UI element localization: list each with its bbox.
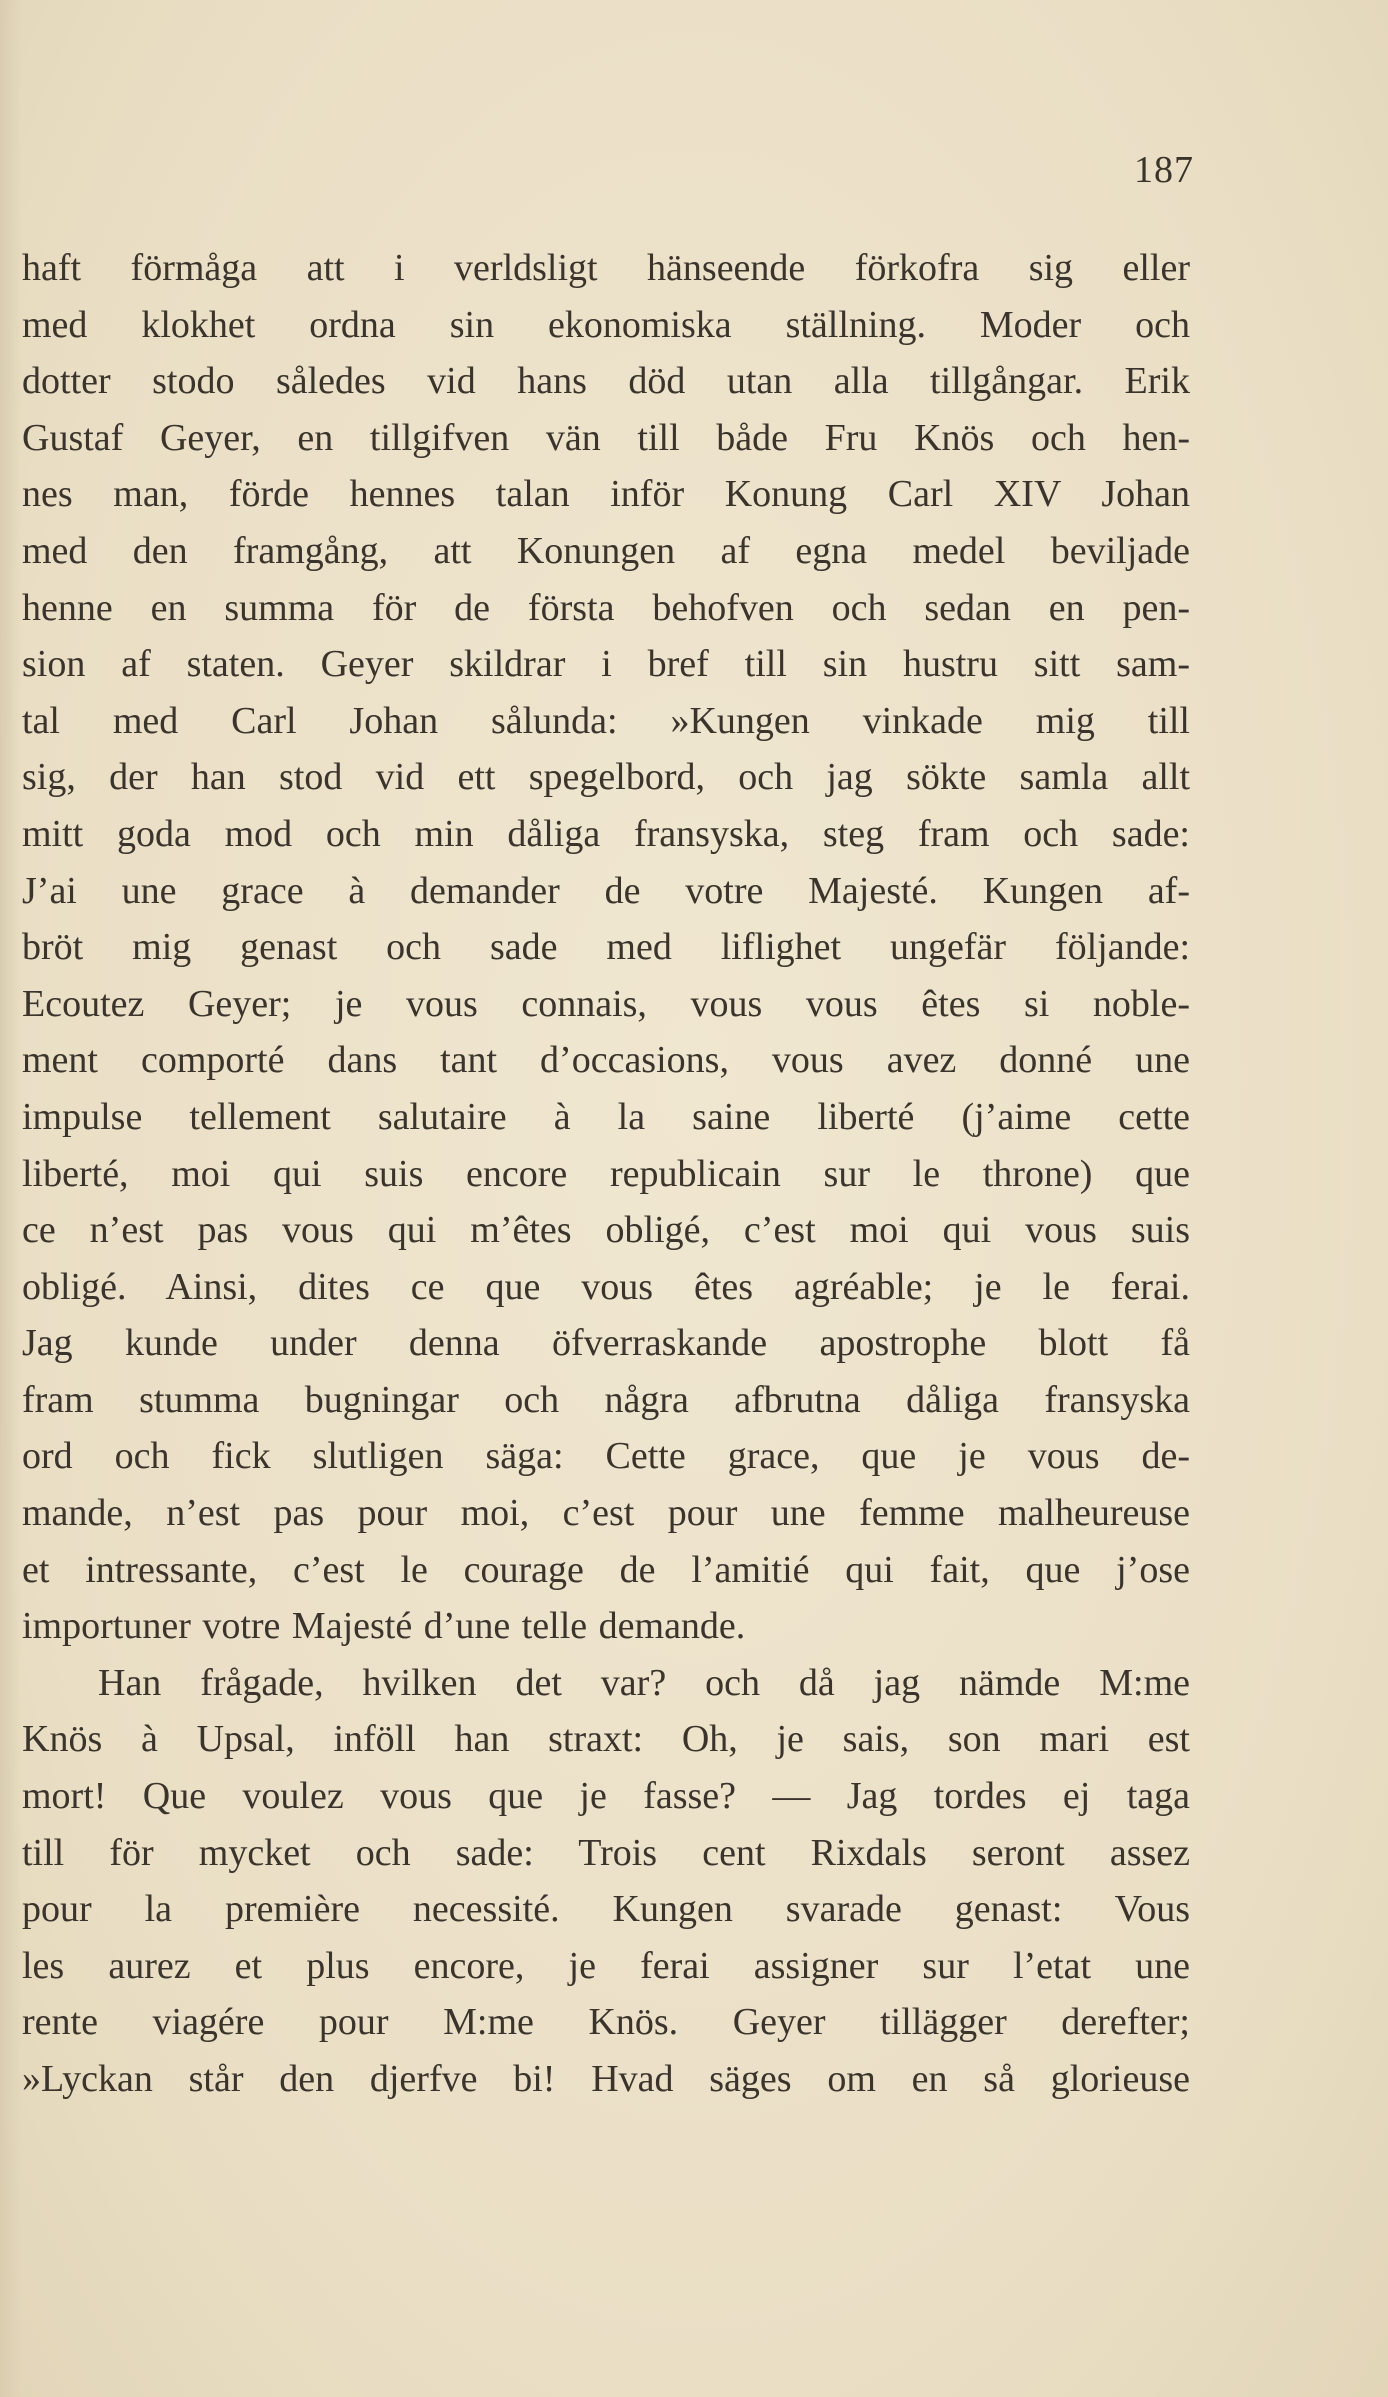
text-line: obligé. Ainsi, dites ce que vous êtes agréable; je le ferai. — [22, 1265, 1190, 1308]
text-line: impulse tellement salutaire à la saine liberté (j’aime cette — [22, 1095, 1190, 1138]
text-line: rente viagére pour M:me Knös. Geyer tillägger derefter; — [22, 2001, 1190, 2044]
text-line: bröt mig genast och sade med liflighet ungefär följande: — [22, 926, 1190, 969]
text-line: ord och fick slutligen säga: Cette grace, que je vous de- — [22, 1435, 1190, 1478]
text-line: J’ai une grace à demander de votre Majesté. Kungen af- — [22, 869, 1190, 912]
text-line: tal med Carl Johan sålunda: »Kungen vinkade mig till — [22, 699, 1190, 742]
text-line: Gustaf Geyer, en tillgifven vän till både Fru Knös och hen- — [22, 416, 1190, 459]
text-line: pour la première necessité. Kungen svarade genast: Vous — [22, 1888, 1190, 1931]
text-line: nes man, förde hennes talan inför Konung Carl XIV Johan — [22, 473, 1190, 516]
text-line: ce n’est pas vous qui m’êtes obligé, c’est moi qui vous suis — [22, 1209, 1190, 1252]
text-line: mitt goda mod och min dåliga fransyska, steg fram och sade: — [22, 812, 1190, 855]
text-line: »Lyckan står den djerfve bi! Hvad säges om en så glorieuse — [22, 2058, 1190, 2100]
text-line: Han frågade, hvilken det var? och då jag nämde M:me — [98, 1661, 1190, 1704]
text-line: haft förmåga att i verldsligt hänseende förkofra sig eller — [22, 247, 1190, 289]
text-line: Knös à Upsal, inföll han straxt: Oh, je sais, son mari est — [22, 1718, 1190, 1761]
text-line: dotter stodo således vid hans död utan alla tillgångar. Erik — [22, 360, 1190, 403]
text-line: med den framgång, att Konungen af egna medel beviljade — [22, 529, 1190, 572]
page-edge-shadow — [0, 0, 22, 2397]
text-line: importuner votre Majesté d’une telle demande. — [22, 1605, 746, 1648]
text-line: et intressante, c’est le courage de l’amitié qui fait, que j’ose — [22, 1548, 1190, 1591]
text-line: liberté, moi qui suis encore republicain sur le throne) que — [22, 1152, 1190, 1195]
text-line: les aurez et plus encore, je ferai assigner sur l’etat une — [22, 1944, 1190, 1987]
text-line: sion af staten. Geyer skildrar i bref till sin hustru sitt sam- — [22, 643, 1190, 686]
text-line: till för mycket och sade: Trois cent Rixdals seront assez — [22, 1831, 1190, 1874]
text-line: Jag kunde under denna öfverraskande apostrophe blott få — [22, 1322, 1190, 1365]
text-line: ment comporté dans tant d’occasions, vous avez donné une — [22, 1039, 1190, 1082]
text-line: mande, n’est pas pour moi, c’est pour une femme malheureuse — [22, 1492, 1190, 1535]
text-line: fram stumma bugningar och några afbrutna dåliga fransyska — [22, 1378, 1190, 1421]
text-line: med klokhet ordna sin ekonomiska ställning. Moder och — [22, 303, 1190, 346]
text-line: mort! Que voulez vous que je fasse? — Jag tordes ej taga — [22, 1775, 1190, 1818]
text-line: sig, der han stod vid ett spegelbord, och jag sökte samla allt — [22, 756, 1190, 799]
body-text — [22, 240, 1190, 2108]
text-line: henne en summa för de första behofven och sedan en pen- — [22, 586, 1190, 629]
text-line: Ecoutez Geyer; je vous connais, vous vous êtes si noble- — [22, 982, 1190, 1025]
page-number: 187 — [1134, 149, 1194, 191]
